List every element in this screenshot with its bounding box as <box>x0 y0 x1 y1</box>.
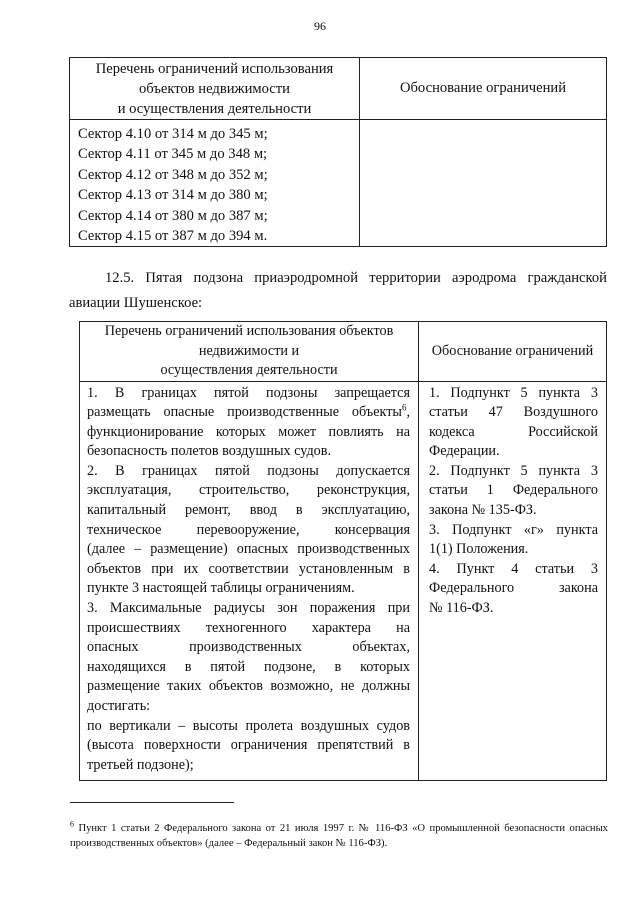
footnote <box>70 821 608 851</box>
text-line-content: (далее – размещение) опасных производственных <box>87 541 410 558</box>
text-line-content: капитальный ремонт, ввод в эксплуатацию, <box>87 502 410 519</box>
table-header-row <box>80 322 607 382</box>
table-header-row <box>70 58 607 120</box>
text-line-content: опасных производственных объектах, <box>87 639 410 656</box>
text-line-content: объектов при их соответствии установленным в <box>87 560 410 577</box>
text-line <box>429 560 598 580</box>
sector-item: Сектор 4.12 от 348 м до 352 м; <box>78 166 268 183</box>
text-line-content: № 116-ФЗ. <box>429 600 494 617</box>
text-line <box>87 579 410 599</box>
text-line <box>429 384 598 404</box>
restrictions-table-subzone-5 <box>79 321 607 781</box>
text-line-content: 1. В границах пятой подзоны запрещается <box>87 384 410 401</box>
text-line <box>87 658 410 678</box>
text-line <box>87 423 410 443</box>
header-justification: Обоснование ограничений <box>360 58 607 120</box>
table-row <box>80 381 607 780</box>
text-line-content: (высота поверхности ограничения препятствий в <box>87 737 410 754</box>
text-line-content: 3. Максимальные радиусы зон поражения при <box>87 600 410 617</box>
text-line-content: статьи 1 Федерального <box>429 482 598 499</box>
punctuation: , <box>406 404 410 421</box>
text-line <box>87 384 410 404</box>
restrictions-table-sectors <box>69 57 607 247</box>
sector-item: Сектор 4.14 от 380 м до 387 м; <box>78 207 268 224</box>
text-line <box>87 756 410 776</box>
justification-cell-empty <box>360 120 607 247</box>
text-line <box>87 462 410 482</box>
text-line <box>87 521 410 541</box>
text-line-content: размещение таких объектов возможно, не должны <box>87 678 410 695</box>
sector-item: Сектор 4.10 от 314 м до 345 м; <box>78 126 268 142</box>
text-line <box>429 599 598 619</box>
page-number: 96 <box>314 19 326 33</box>
text-line <box>429 579 598 599</box>
footnote-reference: 6 <box>401 403 407 413</box>
text-line-content: пункте 3 настоящей таблицы ограничениям. <box>87 580 355 597</box>
text-line <box>429 462 598 482</box>
text-line-content: эксплуатация, строительство, реконструкция, <box>87 482 410 499</box>
text-line-content: 3. Подпункт «г» пункта <box>429 521 598 538</box>
text-line-content: размещать опасные производственные объекты <box>87 404 402 421</box>
text-line-content: 2. В границах пятой подзоны допускается <box>87 462 410 479</box>
sector-item: Сектор 4.13 от 314 м до 380 м; <box>78 187 268 204</box>
text-line-content: функционирование которых может повлиять на <box>87 423 410 440</box>
text-line-content: Федерации. <box>429 443 500 460</box>
text-line-content: достигать: <box>87 698 151 714</box>
text-line-content: 1(1) Положения. <box>429 541 529 558</box>
text-line-content: происшествиях техногенного характера на <box>87 619 410 636</box>
text-line-content: третьей подзоне); <box>87 756 194 773</box>
text-line <box>87 442 410 462</box>
text-line <box>87 560 410 580</box>
text-line-content: кодекса Российской <box>429 423 598 440</box>
text-line <box>87 501 410 521</box>
section-heading-line: авиации Шушенское: <box>69 295 203 311</box>
footnote-separator <box>70 802 234 803</box>
text-line-content: Федерального закона <box>429 580 598 597</box>
text-line <box>429 403 598 423</box>
text-line-content: находящихся в пятой подзоне, в которых <box>87 658 410 675</box>
text-line-content: техническое перевооружение, консервация <box>87 521 410 538</box>
sector-item: Сектор 4.15 от 387 м до 394 м. <box>78 228 268 245</box>
table-row <box>70 120 607 247</box>
header-line: и осуществления деятельности <box>117 100 312 117</box>
text-line-content: 4. Пункт 4 статьи 3 <box>429 560 598 577</box>
text-line <box>87 403 410 423</box>
text-line-content: статьи 47 Воздушного <box>429 404 598 421</box>
text-line <box>87 619 410 639</box>
header-restrictions-list <box>70 58 360 120</box>
text-line-content: закона № 135-ФЗ. <box>429 502 537 519</box>
text-line <box>429 501 598 521</box>
text-line <box>429 481 598 501</box>
section-heading-line: 12.5. Пятая подзона приаэродромной территории аэродрома гражданской <box>105 270 607 286</box>
header-restrictions-list <box>80 322 419 382</box>
text-line-content: 2. Подпункт 5 пункта 3 <box>429 462 598 479</box>
justification-text-cell <box>419 381 607 780</box>
header-line: объектов недвижимости <box>139 80 290 97</box>
sector-item: Сектор 4.11 от 345 м до 348 м; <box>78 146 268 163</box>
header-line: Перечень ограничений использования объектов <box>104 323 394 339</box>
header-line: недвижимости и <box>198 342 300 359</box>
text-line-content: 1. Подпункт 5 пункта 3 <box>429 384 598 401</box>
text-line-content: по вертикали – высоты пролета воздушных судов <box>87 717 410 734</box>
footnote-marker: 6 <box>70 819 74 829</box>
text-line <box>87 599 410 619</box>
text-line <box>87 481 410 501</box>
header-line: Перечень ограничений использования <box>95 60 334 77</box>
header-justification: Обоснование ограничений <box>419 322 607 382</box>
text-line <box>87 717 410 737</box>
header-line: осуществления деятельности <box>160 362 338 378</box>
text-line <box>429 540 598 560</box>
section-heading-12-5 <box>69 266 607 316</box>
text-line <box>87 736 410 756</box>
text-line <box>87 540 410 560</box>
footnote-text: Пункт 1 статьи 2 Федерального закона от 21 июля 1997 г. № 116-ФЗ «О промышленной безопасности опасных <box>78 823 608 834</box>
text-line <box>87 677 410 697</box>
text-line <box>429 521 598 541</box>
restrictions-text-cell <box>80 381 419 780</box>
footnote-text: производственных объектов» (далее – Федеральный закон № 116-ФЗ). <box>70 838 388 849</box>
text-line <box>429 423 598 443</box>
text-line <box>429 442 598 462</box>
text-line <box>87 638 410 658</box>
text-line <box>87 697 410 717</box>
text-line-content: безопасность полетов воздушных судов. <box>87 443 331 460</box>
sector-list-cell <box>70 120 360 247</box>
